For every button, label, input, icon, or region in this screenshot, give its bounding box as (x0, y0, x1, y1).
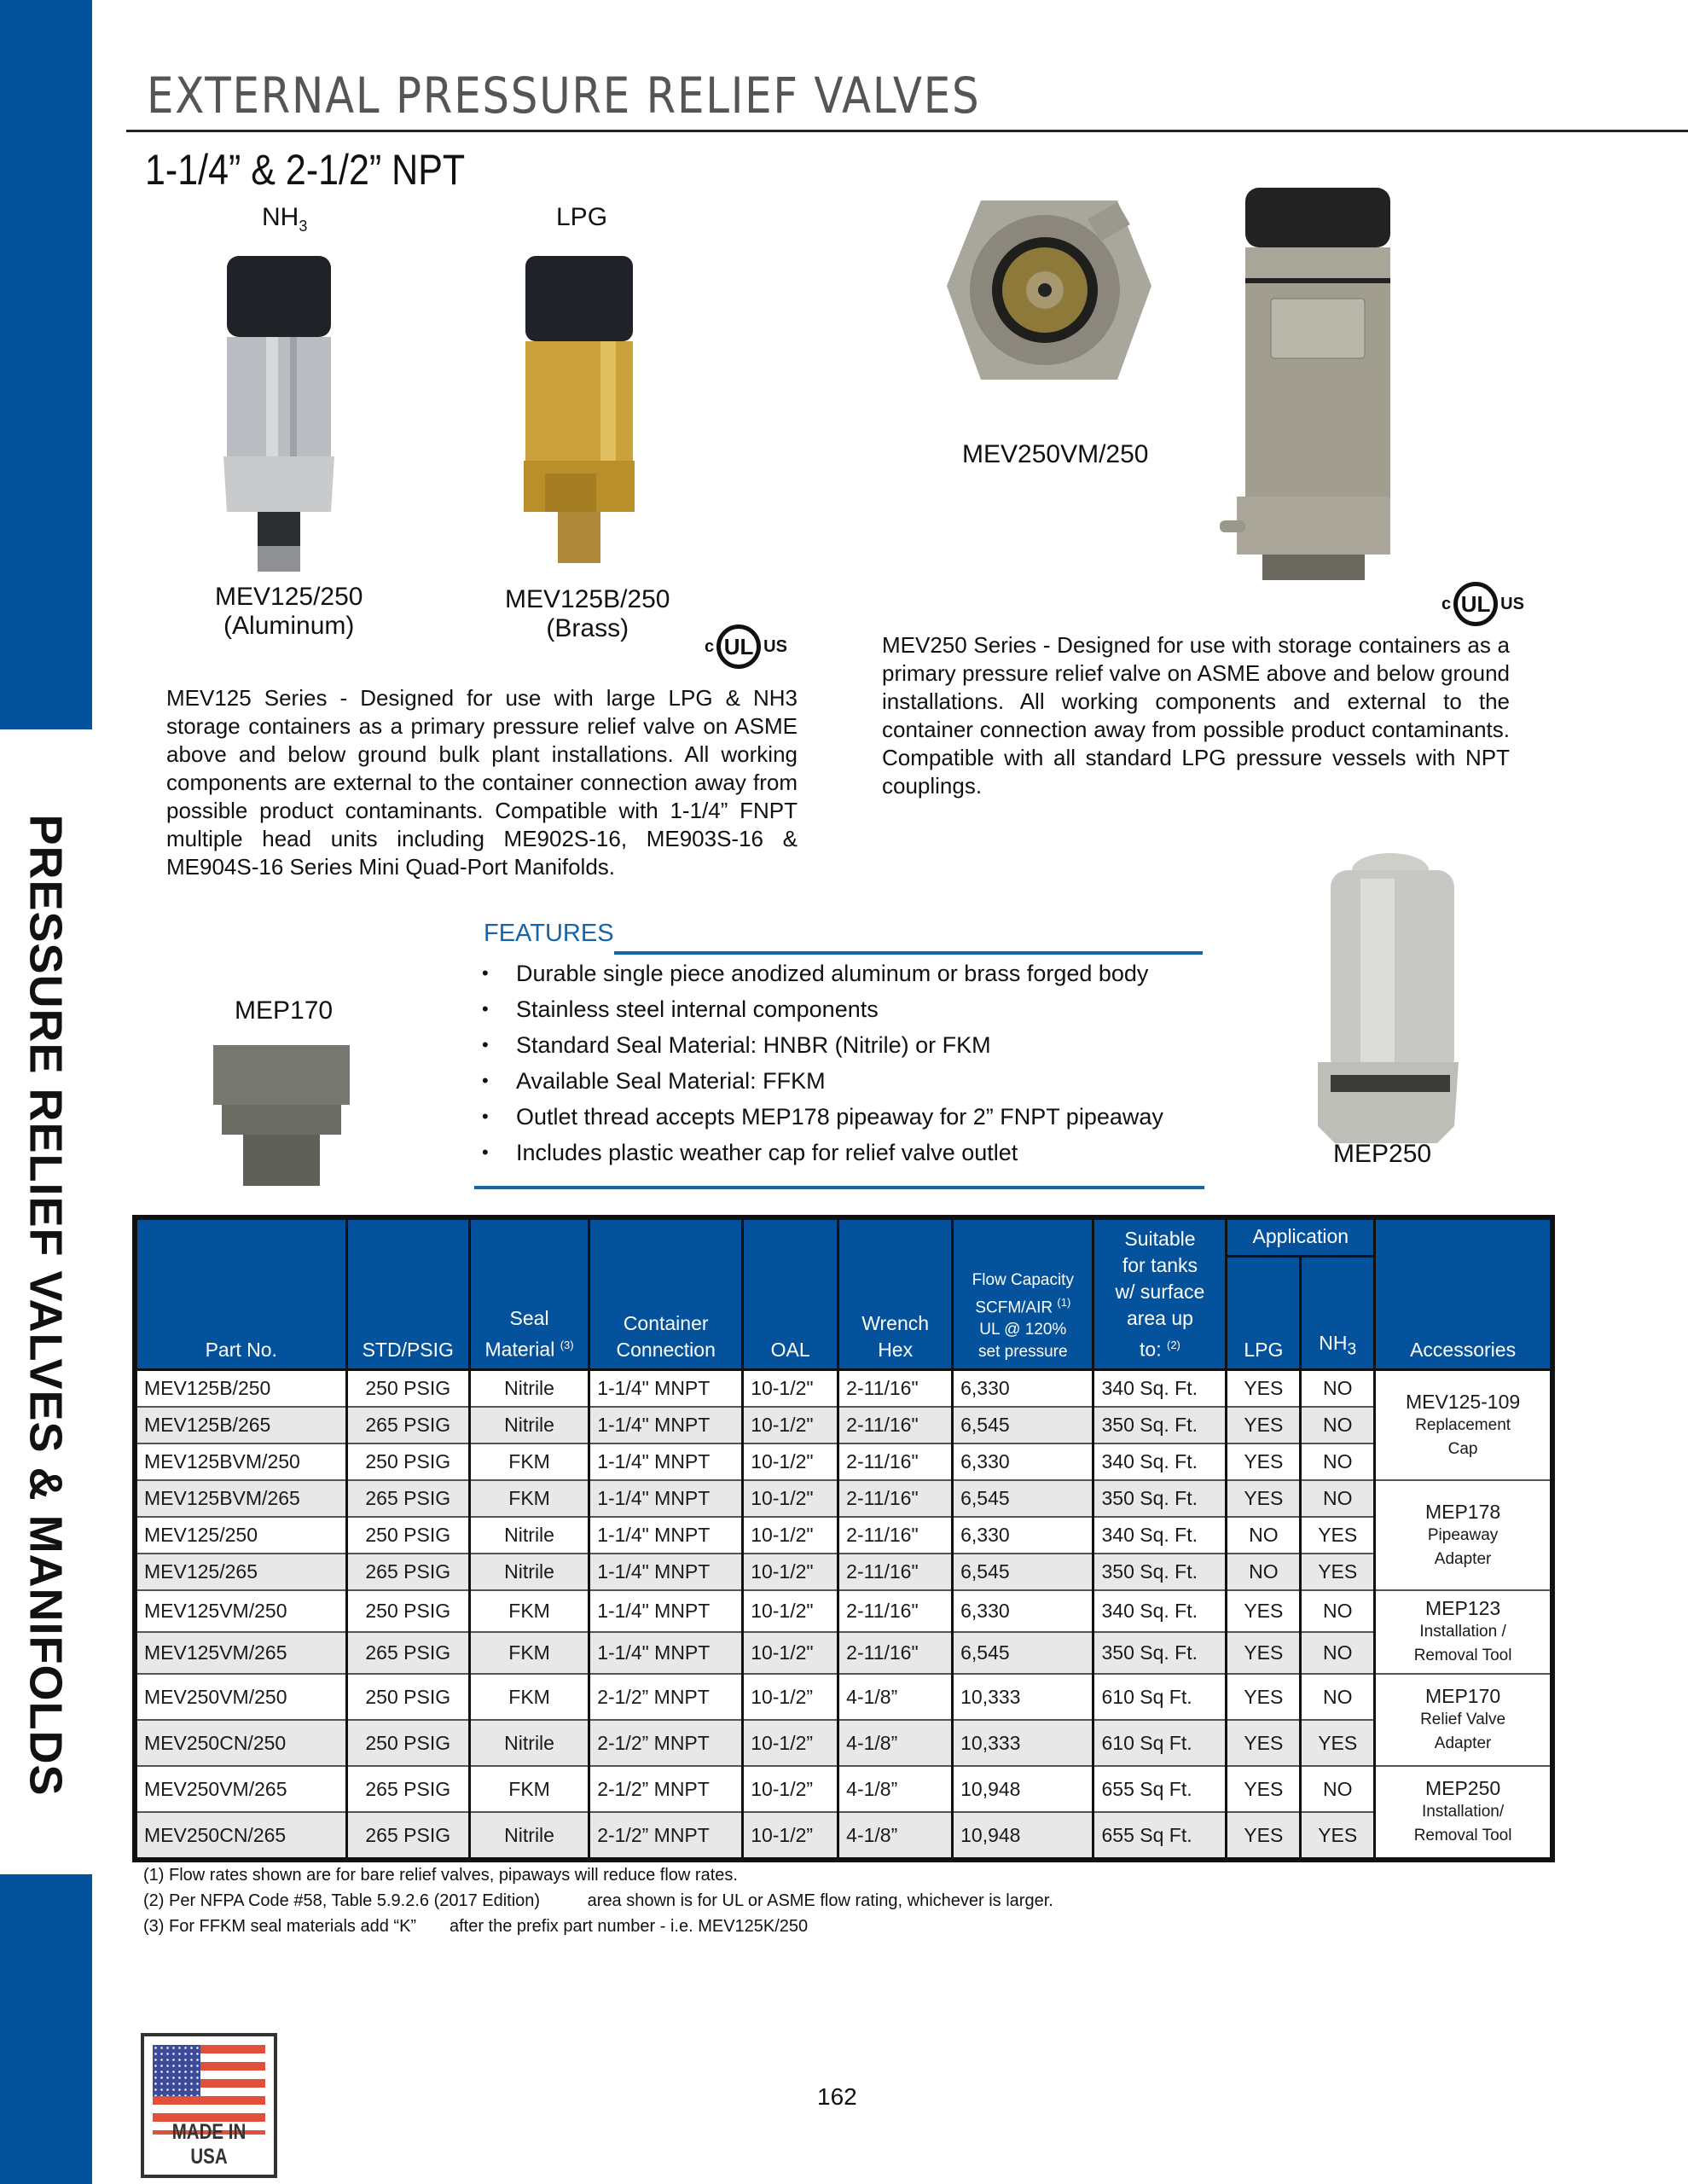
cell-nh3: YES (1301, 1517, 1375, 1554)
cell-area: 350 Sq. Ft. (1093, 1632, 1227, 1674)
feature-item: • Standard Seal Material: HNBR (Nitrile) or FKM (482, 1027, 1163, 1063)
ul-listed-icon (1441, 582, 1524, 626)
cell-seal: FKM (469, 1674, 589, 1720)
cell-psig: 265 PSIG (346, 1554, 469, 1590)
cell-seal: FKM (469, 1632, 589, 1674)
cell-hex: 2-11/16" (838, 1443, 953, 1480)
accessory-cell (1375, 1590, 1552, 1674)
cell-hex: 4-1/8” (838, 1674, 953, 1720)
cell-part: MEV250VM/265 (135, 1766, 346, 1812)
cell-psig: 250 PSIG (346, 1370, 469, 1408)
cell-lpg: NO (1227, 1554, 1301, 1590)
cell-area: 350 Sq. Ft. (1093, 1480, 1227, 1517)
header-text: Container (623, 1312, 709, 1334)
col-std-psig: STD/PSIG (346, 1217, 469, 1370)
cell-hex: 2-11/16" (838, 1480, 953, 1517)
header-text: Suitable (1124, 1228, 1196, 1251)
footnote: (3) For FFKM seal materials add “K” after the prefix part number - i.e. MEV125K/250 (143, 1917, 809, 1936)
cell-conn: 1-1/4" MNPT (589, 1554, 743, 1590)
header-text: Seal (509, 1307, 549, 1330)
cell-area: 655 Sq Ft. (1093, 1766, 1227, 1812)
mev250-top-view-photo (947, 192, 1151, 397)
cell-lpg: YES (1227, 1812, 1301, 1860)
cell-lpg: YES (1227, 1443, 1301, 1480)
cell-lpg: NO (1227, 1517, 1301, 1554)
cell-flow: 10,948 (953, 1766, 1093, 1812)
table-row (135, 1407, 1552, 1443)
table-row (135, 1517, 1552, 1554)
cell-psig: 265 PSIG (346, 1632, 469, 1674)
table-row (135, 1812, 1552, 1860)
cell-conn: 1-1/4" MNPT (589, 1443, 743, 1480)
cell-conn: 2-1/2” MNPT (589, 1674, 743, 1720)
mev125b-brass-photo (524, 256, 635, 580)
cell-oal: 10-1/2" (743, 1517, 838, 1554)
cell-oal: 10-1/2” (743, 1674, 838, 1720)
cell-nh3: YES (1301, 1554, 1375, 1590)
cell-oal: 10-1/2" (743, 1632, 838, 1674)
footnote: (2) Per NFPA Code #58, Table 5.9.2.6 (2017 Edition) area shown is for UL or ASME flow rating, whichever is larger. (143, 1891, 1053, 1910)
cell-area: 350 Sq. Ft. (1093, 1554, 1227, 1590)
cell-nh3: NO (1301, 1407, 1375, 1443)
table-row (135, 1590, 1552, 1632)
header-text: for tanks (1122, 1254, 1198, 1277)
cell-conn: 2-1/2” MNPT (589, 1812, 743, 1860)
cell-nh3: YES (1301, 1812, 1375, 1860)
cell-area: 340 Sq. Ft. (1093, 1517, 1227, 1554)
ul-c-text: c (1441, 594, 1452, 613)
accessory-cell (1375, 1480, 1552, 1590)
cell-hex: 2-11/16" (838, 1590, 953, 1632)
cell-oal: 10-1/2” (743, 1812, 838, 1860)
sidebar-accent-top (0, 0, 92, 729)
col-part-no: Part No. (135, 1217, 346, 1370)
cell-part: MEV125VM/250 (135, 1590, 346, 1632)
cell-flow: 6,330 (953, 1590, 1093, 1632)
cell-conn: 2-1/2” MNPT (589, 1720, 743, 1766)
cell-seal: Nitrile (469, 1517, 589, 1554)
mev250-side-view-photo (1220, 179, 1390, 580)
caption-part: MEV125/250 (215, 583, 363, 611)
col-wrench-hex (838, 1217, 953, 1370)
ul-c-text: c (705, 636, 715, 656)
cell-area: 610 Sq Ft. (1093, 1720, 1227, 1766)
cell-psig: 265 PSIG (346, 1407, 469, 1443)
cell-psig: 250 PSIG (346, 1443, 469, 1480)
cell-part: MEV125B/250 (135, 1370, 346, 1408)
mev125b-brass-caption (505, 585, 670, 643)
cell-part: MEV250VM/250 (135, 1674, 346, 1720)
cell-conn: 1-1/4" MNPT (589, 1517, 743, 1554)
cell-oal: 10-1/2" (743, 1554, 838, 1590)
header-text: UL @ 120% (979, 1321, 1067, 1339)
ul-circle-text: UL (1453, 582, 1498, 626)
cell-flow: 6,545 (953, 1632, 1093, 1674)
feature-item: • Durable single piece anodized aluminum or brass forged body (482, 956, 1163, 991)
header-text: Flow Capacity (972, 1270, 1074, 1289)
cell-part: MEV250CN/250 (135, 1720, 346, 1766)
cell-lpg: YES (1227, 1632, 1301, 1674)
cell-psig: 250 PSIG (346, 1590, 469, 1632)
ul-us-text: US (1500, 594, 1524, 613)
cell-lpg: YES (1227, 1720, 1301, 1766)
cell-oal: 10-1/2” (743, 1766, 838, 1812)
cell-psig: 250 PSIG (346, 1517, 469, 1554)
table-header-row (135, 1217, 1552, 1257)
cell-nh3: NO (1301, 1370, 1375, 1408)
footnote-ref: (3) (560, 1339, 574, 1352)
made-in-usa-badge (141, 2033, 277, 2178)
cell-conn: 1-1/4" MNPT (589, 1590, 743, 1632)
cell-seal: FKM (469, 1766, 589, 1812)
col-lpg: LPG (1227, 1257, 1301, 1370)
accessory-desc: Removal Tool (1413, 1827, 1512, 1844)
col-oal: OAL (743, 1217, 838, 1370)
nh3-subscript: 3 (299, 218, 308, 235)
header-text: Material (484, 1339, 555, 1361)
cell-psig: 265 PSIG (346, 1766, 469, 1812)
col-nh3 (1301, 1257, 1375, 1370)
nh3-text: NH (262, 203, 299, 231)
footnote-ref: (1) (1057, 1295, 1071, 1309)
features-heading: FEATURES (484, 920, 614, 947)
mev250-description: MEV250 Series - Designed for use with storage containers as a primary pressure relief valve on ASME above and below ground installations. All working components and external to the container connection away from possible product contaminants. Compatible with all standard LPG pressure vessels with NPT couplings. (882, 632, 1510, 799)
cell-oal: 10-1/2" (743, 1407, 838, 1443)
cell-psig: 250 PSIG (346, 1720, 469, 1766)
cell-conn: 1-1/4" MNPT (589, 1480, 743, 1517)
cell-part: MEV125/265 (135, 1554, 346, 1590)
col-group-application: Application (1227, 1217, 1375, 1257)
cell-nh3: NO (1301, 1674, 1375, 1720)
cell-hex: 2-11/16" (838, 1370, 953, 1408)
cell-part: MEV125B/265 (135, 1407, 346, 1443)
accessory-desc: Adapter (1434, 1734, 1492, 1752)
cell-seal: FKM (469, 1443, 589, 1480)
accessory-desc: Cap (1447, 1439, 1478, 1458)
accessory-desc: Pipeaway (1427, 1525, 1499, 1544)
accessory-part: MEP170 (1424, 1685, 1501, 1707)
cell-flow: 10,333 (953, 1720, 1093, 1766)
cell-nh3: NO (1301, 1443, 1375, 1480)
cell-area: 350 Sq. Ft. (1093, 1407, 1227, 1443)
footnote-ref: (2) (1166, 1339, 1180, 1352)
flag-canton (153, 2045, 200, 2096)
feature-item: • Stainless steel internal components (482, 991, 1163, 1027)
sidebar-accent-bottom (0, 1874, 92, 2184)
cell-conn: 2-1/2” MNPT (589, 1766, 743, 1812)
cell-part: MEV250CN/265 (135, 1812, 346, 1860)
feature-item: • Available Seal Material: FFKM (482, 1063, 1163, 1099)
cell-area: 340 Sq. Ft. (1093, 1370, 1227, 1408)
cell-lpg: YES (1227, 1590, 1301, 1632)
ul-circle-text: UL (716, 624, 761, 669)
page-subtitle: 1-1/4” & 2-1/2” NPT (145, 146, 466, 194)
cell-seal: Nitrile (469, 1554, 589, 1590)
cell-seal: FKM (469, 1480, 589, 1517)
features-heading-rule (614, 951, 1203, 955)
cell-part: MEV125BVM/250 (135, 1443, 346, 1480)
mev125-description: MEV125 Series - Designed for use with large LPG & NH3 storage containers as a primary pressure relief valve on ASME above and below ground bulk plant installations. All working components are external to the container connection away from possible product contaminants. Compatible with 1-1/4” FNPT multiple head units including ME902S-16, ME903S-16 & ME904S-16 Series Mini Quad-Port Manifolds. (166, 685, 798, 880)
accessory-part: MEP178 (1424, 1500, 1501, 1523)
cell-flow: 10,948 (953, 1812, 1093, 1860)
accessory-desc: Installation / (1419, 1623, 1506, 1641)
vertical-title-text: PRESSURE RELIEF VALVES & MANIFOLDS (20, 814, 73, 1797)
cell-hex: 2-11/16" (838, 1517, 953, 1554)
features-list (482, 956, 1163, 1170)
accessory-desc: Removal Tool (1413, 1647, 1512, 1664)
cell-seal: Nitrile (469, 1407, 589, 1443)
col-seal-material (469, 1217, 589, 1370)
cell-oal: 10-1/2" (743, 1370, 838, 1408)
table-row (135, 1632, 1552, 1674)
cell-hex: 2-11/16" (838, 1554, 953, 1590)
page-number: 162 (817, 2083, 857, 2110)
cell-hex: 4-1/8” (838, 1812, 953, 1860)
page-title: EXTERNAL PRESSURE RELIEF VALVES (147, 67, 981, 125)
cell-nh3: NO (1301, 1766, 1375, 1812)
accessory-desc: Relief Valve (1420, 1711, 1506, 1728)
mep170-caption: MEP170 (235, 996, 334, 1025)
mep250-photo (1309, 845, 1463, 1143)
cell-oal: 10-1/2" (743, 1590, 838, 1632)
table-row (135, 1480, 1552, 1517)
header-subscript: 3 (1347, 1341, 1357, 1359)
cell-part: MEV125/250 (135, 1517, 346, 1554)
cell-hex: 4-1/8” (838, 1720, 953, 1766)
cell-area: 340 Sq. Ft. (1093, 1590, 1227, 1632)
table-row (135, 1766, 1552, 1812)
cell-area: 340 Sq. Ft. (1093, 1443, 1227, 1480)
cell-nh3: NO (1301, 1480, 1375, 1517)
caption-material: (Aluminum) (223, 612, 355, 640)
ul-listed-icon (705, 624, 787, 669)
cell-hex: 2-11/16" (838, 1632, 953, 1674)
cell-nh3: NO (1301, 1632, 1375, 1674)
cell-psig: 265 PSIG (346, 1480, 469, 1517)
mev125-aluminum-caption (215, 583, 363, 641)
col-flow-capacity (953, 1217, 1093, 1370)
accessory-desc: Installation/ (1422, 1803, 1505, 1821)
mep250-caption: MEP250 (1333, 1140, 1432, 1168)
table-footnotes (143, 1862, 1053, 1939)
mep170-photo (205, 1037, 358, 1186)
nh3-label (262, 203, 307, 235)
ul-us-text: US (763, 636, 787, 656)
header-text: w/ surface (1115, 1281, 1205, 1304)
cell-flow: 6,330 (953, 1370, 1093, 1408)
section-vertical-title (0, 751, 92, 1860)
accessory-cell (1375, 1766, 1552, 1860)
cell-oal: 10-1/2” (743, 1720, 838, 1766)
header-text: Wrench (861, 1312, 930, 1334)
cell-part: MEV125VM/265 (135, 1632, 346, 1674)
col-container-connection (589, 1217, 743, 1370)
cell-nh3: YES (1301, 1720, 1375, 1766)
cell-psig: 265 PSIG (346, 1812, 469, 1860)
col-accessories: Accessories (1375, 1217, 1552, 1370)
cell-flow: 10,333 (953, 1674, 1093, 1720)
cell-nh3: NO (1301, 1590, 1375, 1632)
cell-part: MEV125BVM/265 (135, 1480, 346, 1517)
feature-item: • Outlet thread accepts MEP178 pipeaway for 2” FNPT pipeaway (482, 1099, 1163, 1135)
cell-lpg: YES (1227, 1480, 1301, 1517)
cell-psig: 250 PSIG (346, 1674, 469, 1720)
cell-area: 610 Sq Ft. (1093, 1674, 1227, 1720)
cell-area: 655 Sq Ft. (1093, 1812, 1227, 1860)
specification-table (132, 1215, 1555, 1862)
caption-part: MEV125B/250 (505, 585, 670, 613)
cell-conn: 1-1/4" MNPT (589, 1407, 743, 1443)
title-divider (126, 130, 1688, 132)
table-row (135, 1674, 1552, 1720)
table-row (135, 1720, 1552, 1766)
col-suitable-area (1093, 1217, 1227, 1370)
cell-seal: FKM (469, 1590, 589, 1632)
cell-oal: 10-1/2" (743, 1443, 838, 1480)
accessory-desc: Replacement (1415, 1415, 1511, 1434)
header-text: NH (1319, 1332, 1348, 1355)
cell-oal: 10-1/2" (743, 1480, 838, 1517)
header-text: to: (1140, 1339, 1162, 1361)
features-bottom-rule (474, 1186, 1204, 1189)
header-text: area up (1126, 1307, 1193, 1330)
lpg-label: LPG (556, 203, 608, 231)
header-text: Connection (616, 1339, 716, 1361)
cell-flow: 6,545 (953, 1407, 1093, 1443)
cell-conn: 1-1/4" MNPT (589, 1632, 743, 1674)
feature-item: • Includes plastic weather cap for relief valve outlet (482, 1135, 1163, 1170)
cell-flow: 6,545 (953, 1480, 1093, 1517)
cell-conn: 1-1/4" MNPT (589, 1370, 743, 1408)
cell-seal: Nitrile (469, 1720, 589, 1766)
header-text: SCFM/AIR (975, 1298, 1053, 1316)
cell-lpg: YES (1227, 1766, 1301, 1812)
footnote: (1) Flow rates shown are for bare relief valves, pipaways will reduce flow rates. (143, 1866, 738, 1885)
table-row (135, 1554, 1552, 1590)
table-row (135, 1443, 1552, 1480)
accessory-desc: Adapter (1434, 1549, 1492, 1568)
cell-hex: 4-1/8” (838, 1766, 953, 1812)
accessory-part: MEV125-109 (1405, 1390, 1521, 1413)
accessory-part: MEP250 (1424, 1777, 1501, 1799)
mev250-caption: MEV250VM/250 (962, 440, 1149, 468)
table-row (135, 1370, 1552, 1408)
cell-flow: 6,545 (953, 1554, 1093, 1590)
cell-lpg: YES (1227, 1370, 1301, 1408)
accessory-cell (1375, 1370, 1552, 1481)
cell-lpg: YES (1227, 1407, 1301, 1443)
accessory-cell (1375, 1674, 1552, 1766)
mev125-aluminum-photo (223, 256, 334, 580)
cell-lpg: YES (1227, 1674, 1301, 1720)
header-text: Hex (878, 1339, 914, 1361)
caption-material: (Brass) (546, 614, 629, 642)
header-text: set pressure (978, 1343, 1068, 1361)
accessory-part: MEP123 (1424, 1597, 1501, 1619)
cell-hex: 2-11/16" (838, 1407, 953, 1443)
badge-text: MADE IN USA (171, 2120, 247, 2169)
cell-flow: 6,330 (953, 1517, 1093, 1554)
cell-seal: Nitrile (469, 1370, 589, 1408)
cell-seal: Nitrile (469, 1812, 589, 1860)
cell-flow: 6,330 (953, 1443, 1093, 1480)
